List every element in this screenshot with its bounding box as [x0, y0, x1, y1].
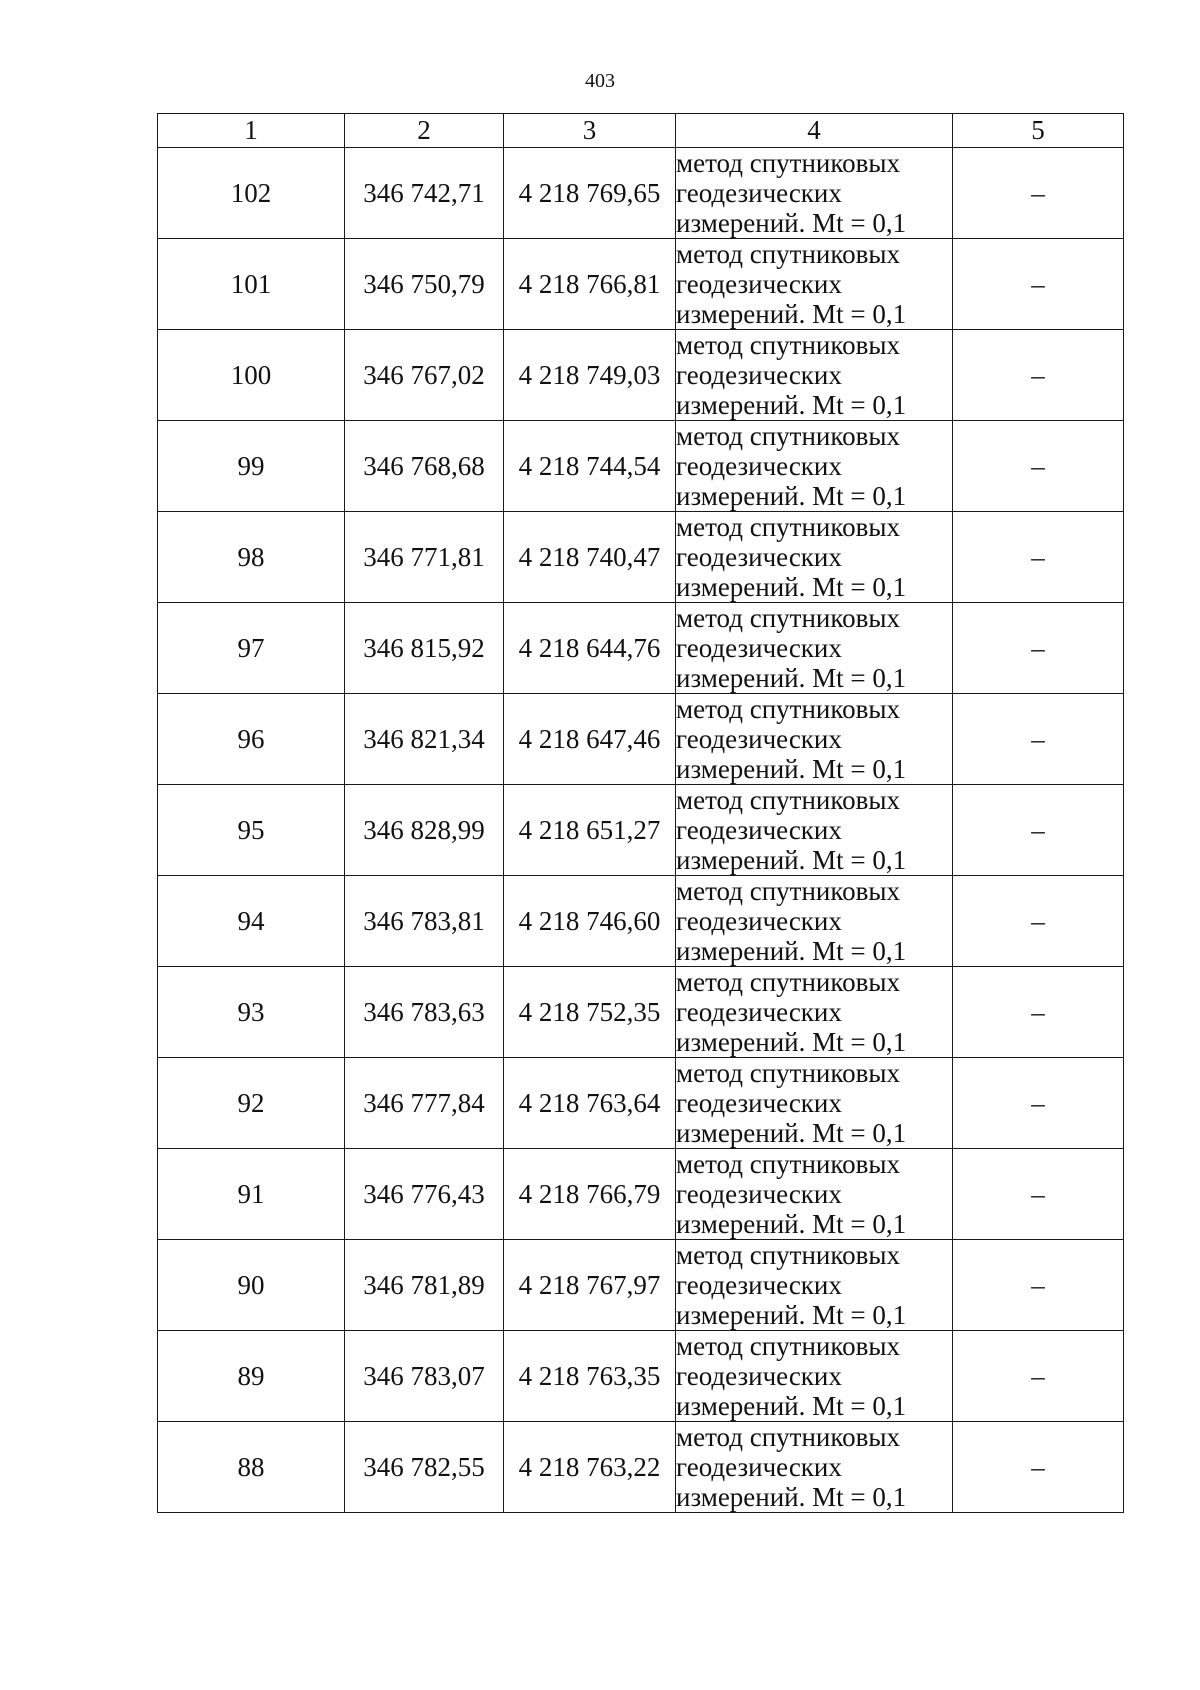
method-line: метод спутниковых: [676, 694, 900, 724]
method-cell: [676, 330, 953, 421]
x-coordinate-cell: 346 815,92: [345, 603, 504, 694]
method-line: метод спутниковых: [676, 239, 900, 269]
table-row: [158, 785, 1124, 876]
method-line: измерений. Mt = 0,1: [676, 845, 907, 875]
method-cell: [676, 148, 953, 239]
method-line: метод спутниковых: [676, 148, 900, 178]
note-cell: –: [953, 1058, 1124, 1149]
point-number-cell: 101: [158, 239, 345, 330]
table-row: [158, 148, 1124, 239]
note-cell: –: [953, 876, 1124, 967]
method-line: геодезических: [676, 997, 842, 1027]
y-coordinate-cell: 4 218 746,60: [504, 876, 676, 967]
table-row: [158, 1149, 1124, 1240]
method-line: метод спутниковых: [676, 603, 900, 633]
note-cell: –: [953, 1331, 1124, 1422]
point-number-cell: 100: [158, 330, 345, 421]
x-coordinate-cell: 346 777,84: [345, 1058, 504, 1149]
method-line: измерений. Mt = 0,1: [676, 936, 907, 966]
method-cell: [676, 785, 953, 876]
method-line: геодезических: [676, 178, 842, 208]
point-number-cell: 88: [158, 1422, 345, 1513]
method-line: метод спутниковых: [676, 1331, 900, 1361]
method-cell: [676, 876, 953, 967]
y-coordinate-cell: 4 218 766,81: [504, 239, 676, 330]
method-line: геодезических: [676, 633, 842, 663]
x-coordinate-cell: 346 783,63: [345, 967, 504, 1058]
y-coordinate-cell: 4 218 763,22: [504, 1422, 676, 1513]
note-cell: –: [953, 1422, 1124, 1513]
x-coordinate-cell: 346 767,02: [345, 330, 504, 421]
method-line: геодезических: [676, 1088, 842, 1118]
y-coordinate-cell: 4 218 744,54: [504, 421, 676, 512]
table-body: [158, 148, 1124, 1513]
note-cell: –: [953, 1240, 1124, 1331]
table-row: [158, 330, 1124, 421]
method-line: измерений. Mt = 0,1: [676, 390, 907, 420]
note-cell: –: [953, 603, 1124, 694]
table-row: [158, 694, 1124, 785]
method-cell: [676, 421, 953, 512]
method-line: метод спутниковых: [676, 512, 900, 542]
x-coordinate-cell: 346 768,68: [345, 421, 504, 512]
note-cell: –: [953, 330, 1124, 421]
method-line: измерений. Mt = 0,1: [676, 663, 907, 693]
column-header-4: 4: [676, 114, 953, 148]
method-line: измерений. Mt = 0,1: [676, 1027, 907, 1057]
note-cell: –: [953, 512, 1124, 603]
point-number-cell: 102: [158, 148, 345, 239]
y-coordinate-cell: 4 218 651,27: [504, 785, 676, 876]
method-line: геодезических: [676, 542, 842, 572]
method-line: метод спутниковых: [676, 1058, 900, 1088]
header-row: [158, 114, 1124, 148]
method-line: геодезических: [676, 451, 842, 481]
note-cell: –: [953, 421, 1124, 512]
y-coordinate-cell: 4 218 763,35: [504, 1331, 676, 1422]
method-line: измерений. Mt = 0,1: [676, 1300, 907, 1330]
method-line: геодезических: [676, 1270, 842, 1300]
point-number-cell: 92: [158, 1058, 345, 1149]
method-line: геодезических: [676, 269, 842, 299]
method-cell: [676, 967, 953, 1058]
table-row: [158, 512, 1124, 603]
column-header-2: 2: [345, 114, 504, 148]
method-line: метод спутниковых: [676, 1149, 900, 1179]
page-number: 403: [585, 70, 615, 92]
x-coordinate-cell: 346 781,89: [345, 1240, 504, 1331]
x-coordinate-cell: 346 783,81: [345, 876, 504, 967]
column-header-1: 1: [158, 114, 345, 148]
method-line: метод спутниковых: [676, 967, 900, 997]
method-line: метод спутниковых: [676, 421, 900, 451]
method-line: метод спутниковых: [676, 876, 900, 906]
y-coordinate-cell: 4 218 740,47: [504, 512, 676, 603]
table-row: [158, 421, 1124, 512]
method-cell: [676, 1149, 953, 1240]
point-number-cell: 98: [158, 512, 345, 603]
method-line: геодезических: [676, 1452, 842, 1482]
y-coordinate-cell: 4 218 647,46: [504, 694, 676, 785]
point-number-cell: 95: [158, 785, 345, 876]
note-cell: –: [953, 694, 1124, 785]
method-line: метод спутниковых: [676, 330, 900, 360]
point-number-cell: 91: [158, 1149, 345, 1240]
point-number-cell: 99: [158, 421, 345, 512]
table-header: [158, 114, 1124, 148]
table-row: [158, 1058, 1124, 1149]
x-coordinate-cell: 346 771,81: [345, 512, 504, 603]
x-coordinate-cell: 346 821,34: [345, 694, 504, 785]
method-cell: [676, 239, 953, 330]
x-coordinate-cell: 346 742,71: [345, 148, 504, 239]
table-row: [158, 1331, 1124, 1422]
point-number-cell: 97: [158, 603, 345, 694]
point-number-cell: 94: [158, 876, 345, 967]
method-line: метод спутниковых: [676, 1240, 900, 1270]
method-line: измерений. Mt = 0,1: [676, 1482, 907, 1512]
x-coordinate-cell: 346 776,43: [345, 1149, 504, 1240]
y-coordinate-cell: 4 218 767,97: [504, 1240, 676, 1331]
y-coordinate-cell: 4 218 766,79: [504, 1149, 676, 1240]
y-coordinate-cell: 4 218 752,35: [504, 967, 676, 1058]
point-number-cell: 96: [158, 694, 345, 785]
y-coordinate-cell: 4 218 749,03: [504, 330, 676, 421]
method-line: измерений. Mt = 0,1: [676, 1209, 907, 1239]
x-coordinate-cell: 346 782,55: [345, 1422, 504, 1513]
y-coordinate-cell: 4 218 763,64: [504, 1058, 676, 1149]
method-line: геодезических: [676, 360, 842, 390]
method-cell: [676, 1058, 953, 1149]
point-number-cell: 90: [158, 1240, 345, 1331]
method-cell: [676, 512, 953, 603]
method-cell: [676, 1331, 953, 1422]
y-coordinate-cell: 4 218 644,76: [504, 603, 676, 694]
method-line: метод спутниковых: [676, 785, 900, 815]
method-line: геодезических: [676, 815, 842, 845]
x-coordinate-cell: 346 750,79: [345, 239, 504, 330]
note-cell: –: [953, 785, 1124, 876]
column-header-3: 3: [504, 114, 676, 148]
note-cell: –: [953, 967, 1124, 1058]
table-row: [158, 1422, 1124, 1513]
table-row: [158, 239, 1124, 330]
x-coordinate-cell: 346 783,07: [345, 1331, 504, 1422]
note-cell: –: [953, 1149, 1124, 1240]
method-cell: [676, 603, 953, 694]
method-line: геодезических: [676, 1361, 842, 1391]
table-row: [158, 876, 1124, 967]
method-line: измерений. Mt = 0,1: [676, 481, 907, 511]
method-line: измерений. Mt = 0,1: [676, 1118, 907, 1148]
coordinates-table: [157, 113, 1124, 1513]
method-cell: [676, 1240, 953, 1331]
y-coordinate-cell: 4 218 769,65: [504, 148, 676, 239]
method-line: геодезических: [676, 906, 842, 936]
column-header-5: 5: [953, 114, 1124, 148]
method-line: измерений. Mt = 0,1: [676, 572, 907, 602]
table-row: [158, 967, 1124, 1058]
x-coordinate-cell: 346 828,99: [345, 785, 504, 876]
note-cell: –: [953, 148, 1124, 239]
point-number-cell: 93: [158, 967, 345, 1058]
method-line: геодезических: [676, 1179, 842, 1209]
method-line: измерений. Mt = 0,1: [676, 208, 907, 238]
method-line: измерений. Mt = 0,1: [676, 299, 907, 329]
note-cell: –: [953, 239, 1124, 330]
method-line: геодезических: [676, 724, 842, 754]
point-number-cell: 89: [158, 1331, 345, 1422]
method-cell: [676, 694, 953, 785]
table-row: [158, 603, 1124, 694]
method-cell: [676, 1422, 953, 1513]
method-line: измерений. Mt = 0,1: [676, 1391, 907, 1421]
method-line: метод спутниковых: [676, 1422, 900, 1452]
table-row: [158, 1240, 1124, 1331]
method-line: измерений. Mt = 0,1: [676, 754, 907, 784]
